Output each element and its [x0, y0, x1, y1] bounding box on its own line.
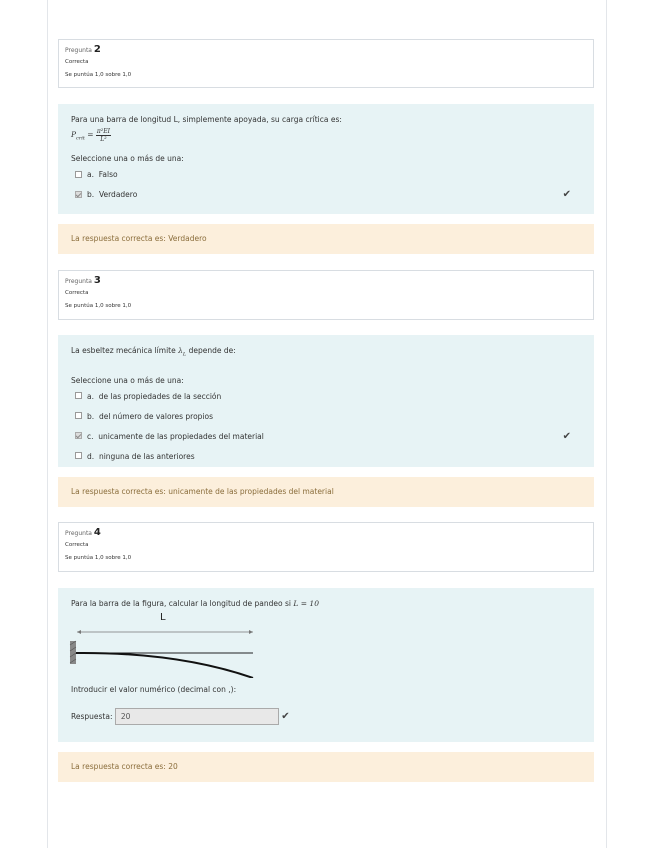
question-3-content: [58, 335, 594, 467]
question-3-prompt: Seleccione una o más de una:: [71, 375, 184, 385]
q3-option-c[interactable]: c. unicamente de las propiedades del material ✔: [71, 427, 581, 447]
checkbox[interactable]: [75, 171, 82, 178]
question-2-state: Correcta: [65, 59, 89, 65]
checkbox[interactable]: [75, 412, 82, 419]
question-4-content: [58, 588, 594, 742]
checkbox-checked[interactable]: [75, 432, 82, 439]
checkbox[interactable]: [75, 392, 82, 399]
q3-option-a[interactable]: a. de las propiedades de la sección: [71, 387, 581, 407]
question-2-feedback: La respuesta correcta es: Verdadero: [58, 224, 594, 254]
question-3-info: [58, 270, 594, 320]
question-2-content: [58, 104, 594, 214]
checkbox-checked[interactable]: [75, 191, 82, 198]
checkbox[interactable]: [75, 452, 82, 459]
question-4-grade: Se puntúa 1,0 sobre 1,0: [65, 555, 132, 561]
answer-input[interactable]: 20: [115, 708, 279, 725]
question-2-info: [58, 39, 594, 88]
question-4-info: [58, 522, 594, 572]
beam-figure: [68, 610, 268, 678]
q2-option-b[interactable]: b. Verdadero ✔: [71, 185, 581, 205]
answer-label: Respuesta:: [71, 712, 113, 721]
question-4-text: Para la barra de la figura, calcular la longitud de pandeo si L = 10: [71, 599, 319, 608]
question-2-grade: Se puntúa 1,0 sobre 1,0: [65, 72, 132, 78]
question-3-grade: Se puntúa 1,0 sobre 1,0: [65, 303, 132, 309]
question-4-instruction: Introducir el valor numérico (decimal con ,):: [71, 685, 237, 694]
question-4-title: Pregunta 4: [65, 527, 101, 538]
page-right-border: [606, 0, 607, 848]
question-3-state: Correcta: [65, 290, 89, 296]
cantilever-beam-diagram: [68, 610, 268, 678]
q3-option-b[interactable]: b. del número de valores propios: [71, 407, 581, 427]
check-icon: ✔: [562, 430, 571, 442]
question-3-title: Pregunta 3: [65, 275, 101, 286]
q3-option-d[interactable]: d. ninguna de las anteriores: [71, 447, 581, 467]
question-4-feedback: La respuesta correcta es: 20: [58, 752, 594, 782]
page-left-border: [47, 0, 48, 848]
question-2-title: Pregunta 2: [65, 44, 101, 55]
question-2-prompt: Seleccione una o más de una:: [71, 154, 184, 163]
question-3-text: La esbeltez mecánica límite $\lambda_L$ depende de:: [71, 346, 236, 358]
question-2-formula: $P_{crit}$ = $\frac{\text{π²EI}}{\text{L²}}$: [71, 127, 111, 143]
figure-length-label: L: [160, 612, 166, 623]
answer-row: [71, 708, 290, 725]
check-icon: ✔: [281, 711, 290, 722]
question-2-text: Para una barra de longitud L, simplemente apoyada, su carga crítica es:: [71, 115, 342, 124]
question-4-state: Correcta: [65, 542, 89, 548]
question-3-feedback: La respuesta correcta es: unicamente de las propiedades del material: [58, 477, 594, 507]
check-icon: ✔: [562, 189, 571, 200]
q2-option-a[interactable]: a. Falso: [71, 165, 581, 185]
